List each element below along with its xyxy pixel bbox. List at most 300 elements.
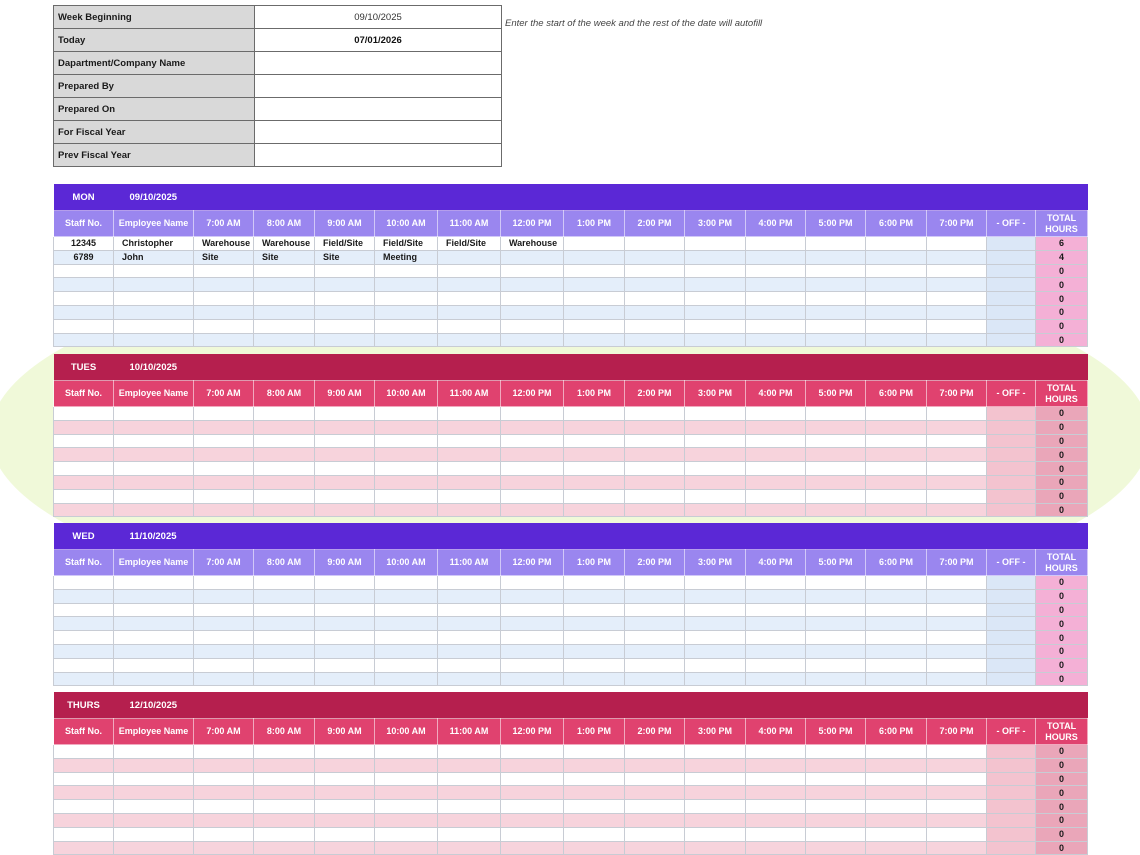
total-hours-cell[interactable]: 0	[1036, 264, 1088, 278]
time-slot-cell[interactable]	[685, 813, 746, 827]
time-slot-cell[interactable]	[564, 772, 625, 786]
staff-no-cell[interactable]: 6789	[54, 250, 114, 264]
time-slot-cell[interactable]	[927, 237, 987, 251]
time-slot-cell[interactable]	[866, 603, 927, 617]
time-slot-cell[interactable]	[315, 462, 375, 476]
employee-name-cell[interactable]	[114, 758, 194, 772]
time-slot-cell[interactable]	[438, 319, 501, 333]
time-slot-cell[interactable]	[685, 319, 746, 333]
time-slot-cell[interactable]	[501, 305, 564, 319]
time-slot-cell[interactable]	[625, 603, 685, 617]
time-slot-cell[interactable]	[685, 644, 746, 658]
off-cell[interactable]	[987, 264, 1036, 278]
total-hours-cell[interactable]: 0	[1036, 786, 1088, 800]
time-slot-cell[interactable]	[746, 475, 806, 489]
time-slot-cell[interactable]	[315, 813, 375, 827]
total-hours-cell[interactable]: 0	[1036, 813, 1088, 827]
time-slot-cell[interactable]	[564, 631, 625, 645]
time-slot-cell[interactable]	[194, 292, 254, 306]
time-slot-cell[interactable]	[254, 603, 315, 617]
total-hours-cell[interactable]: 0	[1036, 827, 1088, 841]
employee-name-cell[interactable]	[114, 813, 194, 827]
time-slot-cell[interactable]	[438, 292, 501, 306]
time-slot-cell[interactable]: Field/Site	[375, 237, 438, 251]
time-slot-cell[interactable]	[625, 237, 685, 251]
time-slot-cell[interactable]	[375, 319, 438, 333]
time-slot-cell[interactable]	[625, 813, 685, 827]
off-cell[interactable]	[987, 672, 1036, 686]
time-slot-cell[interactable]	[685, 278, 746, 292]
time-slot-cell[interactable]	[746, 250, 806, 264]
time-slot-cell[interactable]	[564, 603, 625, 617]
total-hours-cell[interactable]: 0	[1036, 672, 1088, 686]
total-hours-cell[interactable]: 0	[1036, 407, 1088, 421]
time-slot-cell[interactable]	[746, 827, 806, 841]
time-slot-cell[interactable]	[685, 237, 746, 251]
time-slot-cell[interactable]	[315, 827, 375, 841]
time-slot-cell[interactable]	[806, 576, 866, 590]
time-slot-cell[interactable]	[501, 292, 564, 306]
time-slot-cell[interactable]	[927, 841, 987, 855]
time-slot-cell[interactable]	[375, 617, 438, 631]
employee-name-cell[interactable]	[114, 800, 194, 814]
time-slot-cell[interactable]	[806, 475, 866, 489]
time-slot-cell[interactable]	[806, 420, 866, 434]
time-slot-cell[interactable]	[625, 448, 685, 462]
time-slot-cell[interactable]	[315, 644, 375, 658]
staff-no-cell[interactable]	[54, 475, 114, 489]
time-slot-cell[interactable]	[866, 264, 927, 278]
time-slot-cell[interactable]	[501, 745, 564, 759]
time-slot-cell[interactable]	[866, 786, 927, 800]
off-cell[interactable]	[987, 800, 1036, 814]
time-slot-cell[interactable]	[927, 333, 987, 347]
time-slot-cell[interactable]	[375, 576, 438, 590]
time-slot-cell[interactable]	[927, 489, 987, 503]
time-slot-cell[interactable]	[315, 475, 375, 489]
time-slot-cell[interactable]	[746, 617, 806, 631]
time-slot-cell[interactable]	[927, 786, 987, 800]
time-slot-cell[interactable]	[254, 658, 315, 672]
time-slot-cell[interactable]	[501, 462, 564, 476]
time-slot-cell[interactable]	[564, 576, 625, 590]
time-slot-cell[interactable]	[746, 489, 806, 503]
employee-name-cell[interactable]	[114, 786, 194, 800]
time-slot-cell[interactable]	[866, 617, 927, 631]
off-cell[interactable]	[987, 448, 1036, 462]
time-slot-cell[interactable]	[866, 813, 927, 827]
time-slot-cell[interactable]	[375, 827, 438, 841]
employee-name-cell[interactable]	[114, 745, 194, 759]
time-slot-cell[interactable]	[625, 434, 685, 448]
time-slot-cell[interactable]	[375, 841, 438, 855]
time-slot-cell[interactable]	[315, 264, 375, 278]
time-slot-cell[interactable]	[806, 589, 866, 603]
employee-name-cell[interactable]	[114, 603, 194, 617]
time-slot-cell[interactable]	[866, 589, 927, 603]
time-slot-cell[interactable]	[685, 745, 746, 759]
time-slot-cell[interactable]	[866, 576, 927, 590]
time-slot-cell[interactable]	[746, 758, 806, 772]
time-slot-cell[interactable]	[746, 745, 806, 759]
time-slot-cell[interactable]	[375, 407, 438, 421]
time-slot-cell[interactable]	[315, 617, 375, 631]
time-slot-cell[interactable]: Site	[315, 250, 375, 264]
time-slot-cell[interactable]	[564, 644, 625, 658]
employee-name-cell[interactable]	[114, 305, 194, 319]
time-slot-cell[interactable]	[927, 448, 987, 462]
time-slot-cell[interactable]	[625, 576, 685, 590]
time-slot-cell[interactable]	[746, 434, 806, 448]
employee-name-cell[interactable]	[114, 319, 194, 333]
time-slot-cell[interactable]	[315, 305, 375, 319]
time-slot-cell[interactable]: Warehouse	[194, 237, 254, 251]
time-slot-cell[interactable]	[501, 489, 564, 503]
time-slot-cell[interactable]	[438, 786, 501, 800]
time-slot-cell[interactable]	[866, 292, 927, 306]
staff-no-cell[interactable]	[54, 813, 114, 827]
time-slot-cell[interactable]	[315, 800, 375, 814]
time-slot-cell[interactable]	[438, 407, 501, 421]
time-slot-cell[interactable]	[501, 448, 564, 462]
time-slot-cell[interactable]	[375, 772, 438, 786]
time-slot-cell[interactable]	[438, 448, 501, 462]
total-hours-cell[interactable]: 0	[1036, 448, 1088, 462]
time-slot-cell[interactable]	[438, 489, 501, 503]
off-cell[interactable]	[987, 772, 1036, 786]
time-slot-cell[interactable]	[194, 434, 254, 448]
time-slot-cell[interactable]	[806, 305, 866, 319]
time-slot-cell[interactable]	[866, 745, 927, 759]
off-cell[interactable]	[987, 576, 1036, 590]
employee-name-cell[interactable]	[114, 503, 194, 517]
time-slot-cell[interactable]	[438, 758, 501, 772]
time-slot-cell[interactable]	[564, 827, 625, 841]
employee-name-cell[interactable]	[114, 617, 194, 631]
time-slot-cell[interactable]	[438, 800, 501, 814]
time-slot-cell[interactable]	[746, 448, 806, 462]
time-slot-cell[interactable]	[625, 333, 685, 347]
time-slot-cell[interactable]	[625, 617, 685, 631]
time-slot-cell[interactable]	[501, 658, 564, 672]
time-slot-cell[interactable]	[625, 786, 685, 800]
off-cell[interactable]	[987, 786, 1036, 800]
time-slot-cell[interactable]	[501, 420, 564, 434]
time-slot-cell[interactable]	[438, 745, 501, 759]
time-slot-cell[interactable]	[685, 448, 746, 462]
time-slot-cell[interactable]	[375, 644, 438, 658]
time-slot-cell[interactable]	[438, 658, 501, 672]
time-slot-cell[interactable]	[254, 841, 315, 855]
time-slot-cell[interactable]	[564, 672, 625, 686]
off-cell[interactable]	[987, 489, 1036, 503]
time-slot-cell[interactable]	[927, 250, 987, 264]
off-cell[interactable]	[987, 305, 1036, 319]
staff-no-cell[interactable]	[54, 603, 114, 617]
time-slot-cell[interactable]	[501, 576, 564, 590]
total-hours-cell[interactable]: 0	[1036, 278, 1088, 292]
staff-no-cell[interactable]	[54, 292, 114, 306]
off-cell[interactable]	[987, 462, 1036, 476]
time-slot-cell[interactable]	[746, 772, 806, 786]
time-slot-cell[interactable]	[194, 305, 254, 319]
time-slot-cell[interactable]	[685, 658, 746, 672]
time-slot-cell[interactable]	[866, 434, 927, 448]
time-slot-cell[interactable]	[866, 420, 927, 434]
time-slot-cell[interactable]	[564, 319, 625, 333]
time-slot-cell[interactable]	[685, 786, 746, 800]
time-slot-cell[interactable]	[746, 658, 806, 672]
time-slot-cell[interactable]	[806, 617, 866, 631]
time-slot-cell[interactable]	[685, 617, 746, 631]
time-slot-cell[interactable]	[927, 434, 987, 448]
total-hours-cell[interactable]: 0	[1036, 305, 1088, 319]
time-slot-cell[interactable]	[315, 407, 375, 421]
time-slot-cell[interactable]	[746, 841, 806, 855]
time-slot-cell[interactable]	[194, 448, 254, 462]
time-slot-cell[interactable]	[564, 305, 625, 319]
time-slot-cell[interactable]	[806, 292, 866, 306]
off-cell[interactable]	[987, 827, 1036, 841]
time-slot-cell[interactable]	[254, 745, 315, 759]
time-slot-cell[interactable]	[375, 786, 438, 800]
time-slot-cell[interactable]	[866, 333, 927, 347]
total-hours-cell[interactable]: 0	[1036, 333, 1088, 347]
time-slot-cell[interactable]: Site	[254, 250, 315, 264]
time-slot-cell[interactable]	[315, 772, 375, 786]
time-slot-cell[interactable]	[927, 745, 987, 759]
time-slot-cell[interactable]: Warehouse	[254, 237, 315, 251]
time-slot-cell[interactable]	[375, 462, 438, 476]
company-name-cell[interactable]	[255, 52, 502, 75]
time-slot-cell[interactable]	[254, 813, 315, 827]
time-slot-cell[interactable]	[501, 786, 564, 800]
time-slot-cell[interactable]	[438, 333, 501, 347]
time-slot-cell[interactable]	[564, 237, 625, 251]
time-slot-cell[interactable]	[866, 305, 927, 319]
off-cell[interactable]	[987, 658, 1036, 672]
time-slot-cell[interactable]	[927, 264, 987, 278]
time-slot-cell[interactable]	[685, 333, 746, 347]
time-slot-cell[interactable]	[625, 475, 685, 489]
time-slot-cell[interactable]	[866, 319, 927, 333]
employee-name-cell[interactable]	[114, 333, 194, 347]
time-slot-cell[interactable]	[501, 407, 564, 421]
time-slot-cell[interactable]	[438, 305, 501, 319]
total-hours-cell[interactable]: 0	[1036, 462, 1088, 476]
time-slot-cell[interactable]	[501, 758, 564, 772]
time-slot-cell[interactable]	[746, 278, 806, 292]
time-slot-cell[interactable]	[254, 576, 315, 590]
time-slot-cell[interactable]	[746, 644, 806, 658]
time-slot-cell[interactable]	[625, 800, 685, 814]
staff-no-cell[interactable]	[54, 672, 114, 686]
time-slot-cell[interactable]	[501, 250, 564, 264]
time-slot-cell[interactable]	[866, 448, 927, 462]
time-slot-cell[interactable]	[194, 786, 254, 800]
time-slot-cell[interactable]	[501, 631, 564, 645]
time-slot-cell[interactable]	[806, 841, 866, 855]
off-cell[interactable]	[987, 319, 1036, 333]
time-slot-cell[interactable]	[254, 786, 315, 800]
employee-name-cell[interactable]	[114, 631, 194, 645]
time-slot-cell[interactable]	[806, 250, 866, 264]
time-slot-cell[interactable]	[501, 319, 564, 333]
time-slot-cell[interactable]	[501, 813, 564, 827]
staff-no-cell[interactable]	[54, 434, 114, 448]
staff-no-cell[interactable]	[54, 264, 114, 278]
staff-no-cell[interactable]	[54, 420, 114, 434]
time-slot-cell[interactable]	[927, 658, 987, 672]
employee-name-cell[interactable]	[114, 448, 194, 462]
time-slot-cell[interactable]	[564, 658, 625, 672]
time-slot-cell[interactable]	[806, 800, 866, 814]
time-slot-cell[interactable]: Field/Site	[438, 237, 501, 251]
time-slot-cell[interactable]	[501, 827, 564, 841]
time-slot-cell[interactable]	[375, 448, 438, 462]
time-slot-cell[interactable]	[254, 589, 315, 603]
time-slot-cell[interactable]	[927, 603, 987, 617]
time-slot-cell[interactable]	[806, 462, 866, 476]
time-slot-cell[interactable]	[254, 800, 315, 814]
time-slot-cell[interactable]	[564, 758, 625, 772]
week-beginning-cell[interactable]: 09/10/2025	[255, 6, 502, 29]
time-slot-cell[interactable]	[806, 631, 866, 645]
staff-no-cell[interactable]	[54, 576, 114, 590]
time-slot-cell[interactable]	[866, 631, 927, 645]
time-slot-cell[interactable]	[927, 420, 987, 434]
off-cell[interactable]	[987, 475, 1036, 489]
off-cell[interactable]	[987, 250, 1036, 264]
time-slot-cell[interactable]	[927, 589, 987, 603]
total-hours-cell[interactable]: 0	[1036, 658, 1088, 672]
time-slot-cell[interactable]	[194, 420, 254, 434]
time-slot-cell[interactable]	[315, 333, 375, 347]
time-slot-cell[interactable]	[927, 305, 987, 319]
time-slot-cell[interactable]	[438, 278, 501, 292]
time-slot-cell[interactable]	[194, 475, 254, 489]
total-hours-cell[interactable]: 0	[1036, 758, 1088, 772]
time-slot-cell[interactable]	[501, 434, 564, 448]
time-slot-cell[interactable]	[254, 617, 315, 631]
staff-no-cell[interactable]	[54, 827, 114, 841]
total-hours-cell[interactable]: 0	[1036, 576, 1088, 590]
staff-no-cell[interactable]	[54, 631, 114, 645]
time-slot-cell[interactable]	[685, 292, 746, 306]
staff-no-cell[interactable]	[54, 407, 114, 421]
total-hours-cell[interactable]: 0	[1036, 772, 1088, 786]
time-slot-cell[interactable]	[625, 503, 685, 517]
time-slot-cell[interactable]	[564, 292, 625, 306]
time-slot-cell[interactable]	[254, 333, 315, 347]
time-slot-cell[interactable]: Site	[194, 250, 254, 264]
time-slot-cell[interactable]	[375, 292, 438, 306]
time-slot-cell[interactable]	[685, 462, 746, 476]
off-cell[interactable]	[987, 503, 1036, 517]
time-slot-cell[interactable]	[501, 264, 564, 278]
staff-no-cell[interactable]	[54, 786, 114, 800]
time-slot-cell[interactable]	[194, 319, 254, 333]
time-slot-cell[interactable]	[194, 758, 254, 772]
time-slot-cell[interactable]	[564, 448, 625, 462]
time-slot-cell[interactable]	[625, 644, 685, 658]
time-slot-cell[interactable]	[866, 462, 927, 476]
time-slot-cell[interactable]	[375, 758, 438, 772]
time-slot-cell[interactable]	[625, 264, 685, 278]
time-slot-cell[interactable]	[501, 617, 564, 631]
time-slot-cell[interactable]: Warehouse	[501, 237, 564, 251]
time-slot-cell[interactable]	[254, 434, 315, 448]
time-slot-cell[interactable]	[927, 576, 987, 590]
total-hours-cell[interactable]: 0	[1036, 631, 1088, 645]
time-slot-cell[interactable]	[685, 420, 746, 434]
off-cell[interactable]	[987, 333, 1036, 347]
employee-name-cell[interactable]	[114, 576, 194, 590]
time-slot-cell[interactable]	[806, 827, 866, 841]
time-slot-cell[interactable]	[866, 672, 927, 686]
staff-no-cell[interactable]	[54, 772, 114, 786]
staff-no-cell[interactable]	[54, 658, 114, 672]
time-slot-cell[interactable]	[866, 772, 927, 786]
time-slot-cell[interactable]	[625, 250, 685, 264]
total-hours-cell[interactable]: 0	[1036, 319, 1088, 333]
time-slot-cell[interactable]	[194, 264, 254, 278]
time-slot-cell[interactable]	[438, 672, 501, 686]
time-slot-cell[interactable]	[746, 576, 806, 590]
off-cell[interactable]	[987, 745, 1036, 759]
off-cell[interactable]	[987, 617, 1036, 631]
time-slot-cell[interactable]	[685, 758, 746, 772]
time-slot-cell[interactable]	[254, 644, 315, 658]
off-cell[interactable]	[987, 589, 1036, 603]
time-slot-cell[interactable]	[375, 631, 438, 645]
total-hours-cell[interactable]: 0	[1036, 489, 1088, 503]
time-slot-cell[interactable]	[806, 407, 866, 421]
total-hours-cell[interactable]: 0	[1036, 644, 1088, 658]
off-cell[interactable]	[987, 278, 1036, 292]
time-slot-cell[interactable]	[254, 475, 315, 489]
staff-no-cell[interactable]	[54, 841, 114, 855]
time-slot-cell[interactable]	[438, 420, 501, 434]
employee-name-cell[interactable]: Christopher	[114, 237, 194, 251]
time-slot-cell[interactable]	[254, 631, 315, 645]
time-slot-cell[interactable]	[927, 758, 987, 772]
employee-name-cell[interactable]	[114, 827, 194, 841]
off-cell[interactable]	[987, 841, 1036, 855]
employee-name-cell[interactable]	[114, 475, 194, 489]
time-slot-cell[interactable]	[927, 813, 987, 827]
off-cell[interactable]	[987, 603, 1036, 617]
time-slot-cell[interactable]	[746, 407, 806, 421]
time-slot-cell[interactable]	[866, 278, 927, 292]
time-slot-cell[interactable]	[564, 489, 625, 503]
time-slot-cell[interactable]	[746, 237, 806, 251]
time-slot-cell[interactable]	[564, 800, 625, 814]
time-slot-cell[interactable]	[315, 658, 375, 672]
time-slot-cell[interactable]	[564, 841, 625, 855]
staff-no-cell[interactable]	[54, 745, 114, 759]
time-slot-cell[interactable]	[806, 758, 866, 772]
time-slot-cell[interactable]	[806, 489, 866, 503]
time-slot-cell[interactable]	[806, 772, 866, 786]
staff-no-cell[interactable]	[54, 589, 114, 603]
time-slot-cell[interactable]	[194, 407, 254, 421]
time-slot-cell[interactable]	[564, 617, 625, 631]
time-slot-cell[interactable]	[501, 800, 564, 814]
time-slot-cell[interactable]	[625, 489, 685, 503]
time-slot-cell[interactable]	[564, 462, 625, 476]
time-slot-cell[interactable]	[927, 631, 987, 645]
